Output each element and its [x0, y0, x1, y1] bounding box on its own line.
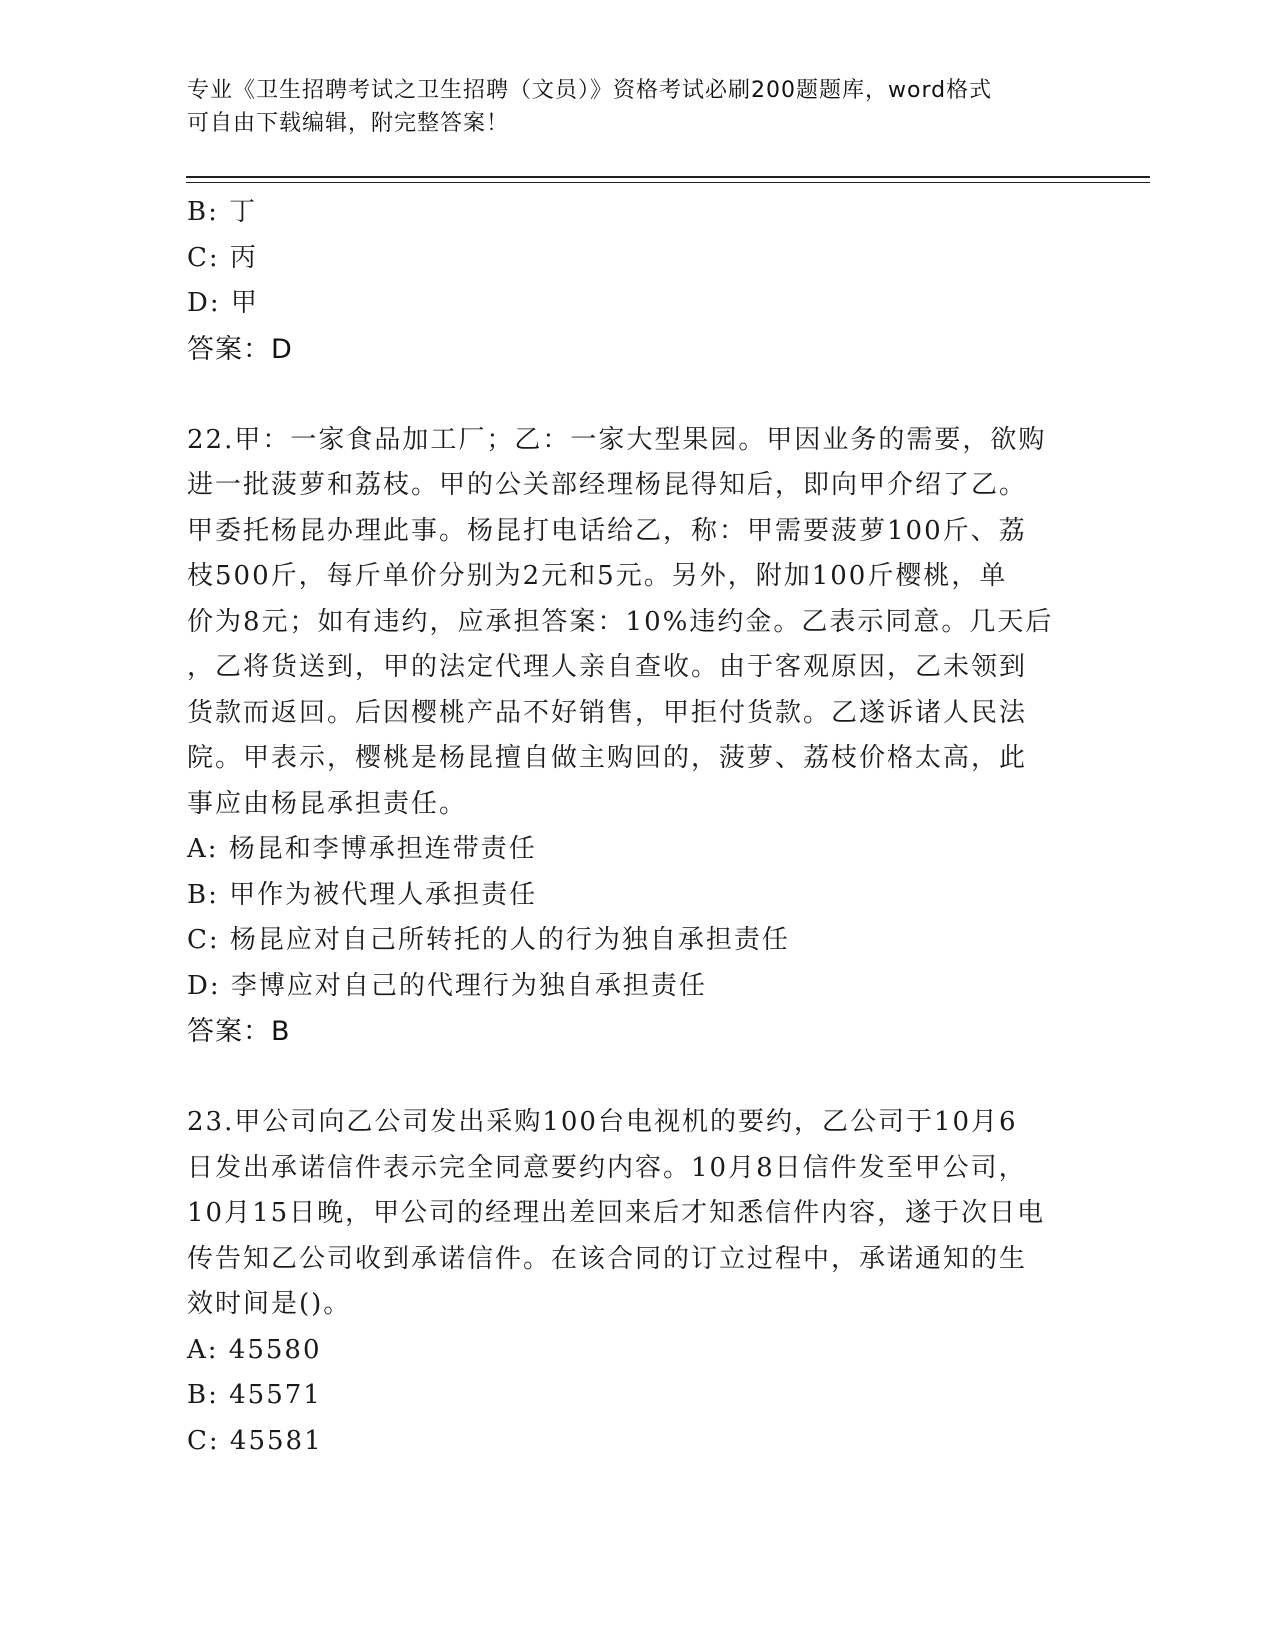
question-text-line: 事应由杨昆承担责任。 — [187, 788, 468, 819]
prev-question — [187, 190, 1087, 372]
header-divider-bottom — [186, 182, 1150, 183]
option-b: B: 甲作为被代理人承担责任 — [187, 879, 538, 910]
question-text-line: 22.甲：一家食品加工厂；乙：一家大型果园。甲因业务的需要，欲购 — [187, 424, 1047, 455]
question-text-line: 传告知乙公司收到承诺信件。在该合同的订立过程中，承诺通知的生 — [187, 1243, 1028, 1274]
option-d: D: 甲 — [187, 288, 259, 318]
option-a: A: 45580 — [187, 1334, 322, 1365]
question-text-line: 进一批菠萝和荔枝。甲的公关部经理杨昆得知后，即向甲介绍了乙。 — [187, 470, 1028, 500]
answer-line: 答案：B — [187, 1016, 291, 1047]
option-d: D: 李博应对自己的代理行为独自承担责任 — [187, 970, 707, 1001]
question-text-line: 23.甲公司向乙公司发出采购100台电视机的要约，乙公司于10月6 — [187, 1107, 1018, 1137]
question-text-line: 10月15日晚，甲公司的经理出差回来后才知悉信件内容，遂于次日电 — [187, 1198, 1046, 1228]
option-c: C: 45581 — [187, 1425, 323, 1456]
option-c: C: 杨昆应对自己所转托的人的行为独自承担责任 — [187, 925, 790, 955]
question-text-line: 效时间是()。 — [187, 1289, 352, 1319]
question-text-line: 货款而返回。后因樱桃产品不好销售，甲拒付货款。乙遂诉诸人民法 — [187, 697, 1028, 728]
question-text-line: 日发出承诺信件表示完全同意要约内容。10月8日信件发至甲公司， — [187, 1152, 1027, 1183]
answer-line: 答案：D — [187, 333, 293, 365]
document-body — [187, 190, 1087, 1464]
question-text-line: ，乙将货送到，甲的法定代理人亲自查收。由于客观原因，乙未领到 — [187, 652, 1028, 682]
question-text-line: 甲委托杨昆办理此事。杨昆打电话给乙，称：甲需要菠萝100斤、荔 — [187, 515, 1027, 546]
header-line-2: 可自由下载编辑，附完整答案！ — [187, 111, 510, 136]
spacer — [187, 1055, 1087, 1101]
spacer — [187, 372, 1087, 418]
option-b: B: 丁 — [187, 197, 258, 227]
option-b: B: 45571 — [187, 1380, 322, 1410]
header-line-1: 专业《卫生招聘考试之卫生招聘（文员）》资格考试必刷200题题库，word格式 — [187, 78, 993, 103]
option-c: C: 丙 — [187, 242, 258, 273]
question-text-line: 价为8元；如有违约，应承担答案：10%违约金。乙表示同意。几天后 — [187, 606, 1054, 637]
option-a: A: 杨昆和李博承担连带责任 — [187, 834, 537, 864]
header-divider-top — [186, 176, 1150, 178]
document-header — [187, 74, 1087, 140]
question-23 — [187, 1100, 1087, 1464]
question-22 — [187, 418, 1087, 1055]
question-text-line: 枝500斤，每斤单价分别为2元和5元。另外，附加100斤樱桃，单 — [187, 561, 1008, 591]
question-text-line: 院。甲表示，樱桃是杨昆擅自做主购回的，菠萝、荔枝价格太高，此 — [187, 743, 1028, 773]
